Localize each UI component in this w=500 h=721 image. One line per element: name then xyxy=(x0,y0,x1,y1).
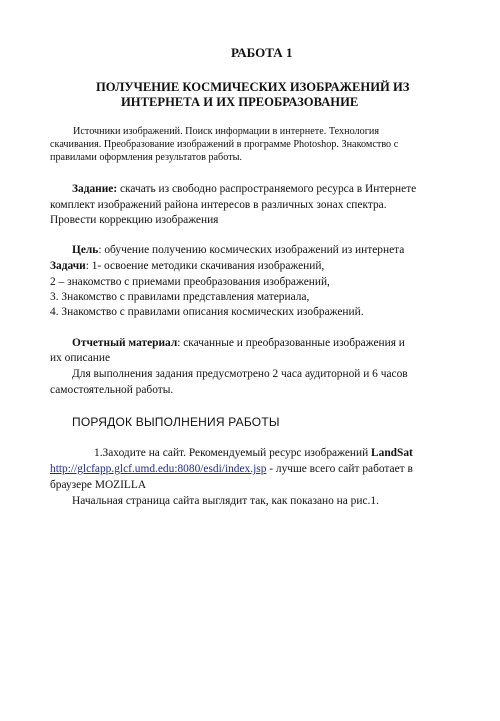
procedure-heading: ПОРЯДОК ВЫПОЛНЕНИЯ РАБОТЫ xyxy=(72,415,280,429)
goal-label: Цель xyxy=(72,244,99,256)
intro-line-1: Источники изображений. Поиск информации в интернете. Технология xyxy=(73,126,380,137)
tasks-text: : 1- освоение методики скачивания изображений, xyxy=(85,260,325,272)
tasks-line-2: 2 – знакомство с приемами преобразования изображений, xyxy=(50,276,330,288)
page-title: РАБОТА 1 xyxy=(231,45,293,60)
step1-line-3: браузере MOZILLA xyxy=(50,479,147,491)
report-line-1 xyxy=(72,337,405,349)
step1-line-2 xyxy=(50,463,413,475)
goal-text: : обучение получению космических изображений из интернета xyxy=(98,244,405,256)
report-label: Отчетный материал xyxy=(72,337,178,349)
heading-line-1: ПОЛУЧЕНИЕ КОСМИЧЕСКИХ ИЗОБРАЖЕНИЙ ИЗ xyxy=(96,80,410,94)
report-line-2: их описание xyxy=(50,352,111,364)
tasks-label: Задачи xyxy=(50,260,86,272)
landsat-label: LandSat xyxy=(371,447,413,459)
esdi-link[interactable]: http://glcfapp.glcf.umd.edu:8080/esdi/index.jsp xyxy=(50,463,267,475)
step1-line-4: Начальная страница сайта выглядит так, как показано на рис.1. xyxy=(72,495,379,507)
tasks-line-3: 3. Знакомство с правилами представления материала, xyxy=(50,291,310,303)
intro-line-3: правилами оформления результатов работы. xyxy=(50,152,243,163)
task-line-1 xyxy=(72,183,416,195)
intro-line-2: скачивания. Преобразование изображений в программе Photoshop. Знакомство с xyxy=(50,139,399,150)
report-line-4: самостоятельной работы. xyxy=(50,384,174,396)
report-line-3: Для выполнения задания предусмотрено 2 часа аудиторной и 6 часов xyxy=(72,368,408,380)
report-text: : скачанные и преобразованные изображения и xyxy=(177,337,405,349)
step1-line-1 xyxy=(94,447,413,459)
step1-line-2-text: - лучше всего сайт работает в xyxy=(266,463,413,475)
goal-line xyxy=(72,244,404,256)
tasks-line-1 xyxy=(50,260,324,272)
task-text: скачать из свободно распространяемого ресурса в Интернете xyxy=(120,183,417,195)
task-line-3: Провести коррекцию изображения xyxy=(50,214,219,226)
task-line-2: комплект изображений района интересов в различных зонах спектра. xyxy=(50,199,387,211)
step1-text: 1.Заходите на сайт. Рекомендуемый ресурс изображений xyxy=(94,447,372,459)
heading-line-2: ИНТЕРНЕТА И ИХ ПРЕОБРАЗОВАНИЕ xyxy=(121,95,359,109)
tasks-line-4: 4. Знакомство с правилами описания космических изображений. xyxy=(50,306,364,318)
task-label: Задание: xyxy=(72,183,118,195)
